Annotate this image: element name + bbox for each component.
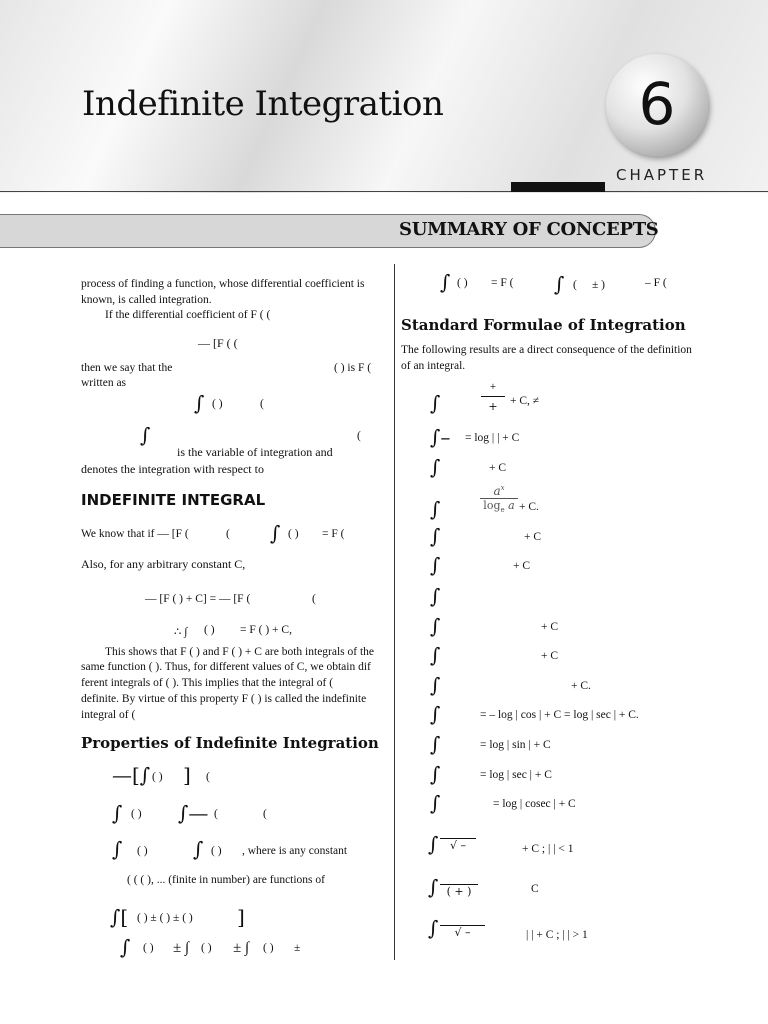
integral-sign: ∫ (430, 791, 441, 815)
top-result-2: – F ( (645, 277, 667, 289)
integral-sign: ∫ (430, 762, 441, 786)
integral-sign: ∫ (193, 837, 204, 861)
written-as: written as (81, 377, 127, 389)
integral-sign: ∫ (440, 270, 451, 294)
fraction-denominator: + (488, 400, 498, 413)
formula-12-rhs: = log | sin | + C (480, 739, 551, 751)
top-result: = F ( (491, 277, 514, 289)
shows-line-3: ferent integrals of ( ). This implies that the integral of ( (81, 677, 334, 689)
chapter-title: Indefinite Integration (82, 84, 444, 124)
fraction-sqrt (440, 925, 485, 939)
formula-5-rhs: + C (524, 531, 542, 543)
log-base: e (500, 506, 505, 515)
integrand-placeholder: ( ) (137, 845, 148, 857)
property-2-paren: ( (263, 808, 267, 820)
integral-sign: ∫ (430, 702, 441, 726)
fraction-denominator: √ – (449, 839, 466, 852)
integral-sign: ∫ (270, 521, 281, 545)
integral-sign: ∫ (430, 643, 441, 667)
property-1-derivative: —[∫ (112, 763, 151, 787)
variable-line-1: is the variable of integration and (177, 445, 333, 459)
we-know-result: = F ( (322, 528, 345, 540)
intro-line-1: process of finding a function, whose differential coefficient is (81, 278, 365, 290)
integrand-placeholder: ( ) (204, 624, 215, 636)
integral-sign: ∫ (428, 875, 439, 899)
integral-sign: ∫ (430, 732, 441, 756)
top-paren: ( (573, 279, 577, 291)
formula-15-rhs: + C ; | | < 1 (522, 843, 574, 855)
formula-14-rhs: = log | cosec | + C (493, 798, 576, 810)
also-text: Also, for any arbitrary constant C, (81, 557, 246, 571)
property-3-note: , where is any constant (242, 845, 348, 857)
top-plus-minus: ± ) (592, 279, 606, 291)
fraction-power-rule (481, 382, 505, 416)
formula-17-rhs: | | + C ; | | > 1 (526, 929, 588, 941)
integral-bracket-open: ∫[ (110, 905, 129, 929)
fraction-denominator: √ – (454, 926, 471, 939)
then-text: then we say that the (81, 362, 173, 374)
also-equation-end: ( (312, 593, 316, 605)
header-accent-bar (511, 182, 605, 192)
integrand-placeholder: ( ) (152, 771, 163, 783)
fraction-numerator: a (493, 484, 501, 498)
formula-13-rhs: = log | sec | + C (480, 769, 552, 781)
plus-minus-integral: ± ∫ (173, 940, 190, 956)
integral-sign: ∫ (430, 497, 441, 521)
then-text-end: ( ) is F ( (334, 362, 372, 374)
column-divider (394, 264, 395, 960)
integrand-placeholder: ( ) (201, 942, 212, 954)
also-equation: — [F ( ) + C] = — [F ( (145, 593, 251, 605)
integral-sign: ∫ (428, 832, 439, 856)
integrand-placeholder: ( ) (211, 845, 222, 857)
integral-sign: ∫ (112, 801, 123, 825)
integral-sign: ∫ (554, 272, 565, 296)
integral-sign: ∫ (430, 614, 441, 638)
integral-sign: ∫ (430, 673, 441, 697)
bracket-close: ] (237, 905, 245, 929)
therefore-result: = F ( ) + C, (240, 624, 292, 636)
fraction-exponential (480, 484, 518, 514)
paren-text: ( (357, 430, 361, 442)
section-heading-standard-formulae: Standard Formulae of Integration (401, 316, 686, 334)
variable-line-2: denotes the integration with respect to (81, 462, 264, 476)
integral-sign: ∫ (112, 837, 123, 861)
integral-sign: ∫ (430, 524, 441, 548)
intro-line-2: known, is called integration. (81, 294, 212, 306)
plus-minus-integral: ± ∫ (233, 940, 250, 956)
formula-16-rhs: C (531, 883, 539, 895)
log-label: log (483, 499, 501, 512)
integrand-placeholder: ( ) (212, 398, 223, 410)
we-know-text: We know that if — [F ( (81, 528, 189, 540)
chapter-label: CHAPTER (616, 166, 708, 184)
integral-sign: ∫ (430, 455, 441, 479)
integral-sign: ∫ (430, 584, 441, 608)
formula-11-rhs: = – log | cos | + C = log | sec | + C. (480, 709, 639, 721)
integral-sign: ∫ (428, 916, 439, 940)
integrand-placeholder: ( ) (457, 277, 468, 289)
shows-line-1: This shows that F ( ) and F ( ) + C are both integrals of the (105, 646, 375, 658)
formula-1-rhs: + C, ≠ (510, 395, 540, 407)
integrand-placeholder: ( ) (143, 942, 154, 954)
we-know-paren: ( (226, 528, 230, 540)
integrand-placeholder: ( ) (131, 808, 142, 820)
plus-minus: ± (294, 942, 301, 954)
standard-desc-line-2: of an integral. (401, 360, 466, 372)
integrand-placeholder: ( ) (288, 528, 299, 540)
property-1-result: ( (206, 771, 210, 783)
integral-result: ( (260, 398, 264, 410)
formula-8-rhs: + C (541, 621, 559, 633)
shows-line-4: definite. By virtue of this property F ( ) is called the indefinite (81, 693, 367, 705)
property-5-sum: ( ) ± ( ) ± ( ) (137, 912, 193, 924)
exponent: x (500, 484, 505, 492)
standard-desc-line-1: The following results are a direct consequence of the definition (401, 344, 692, 356)
summary-heading: SUMMARY OF CONCEPTS (399, 219, 659, 240)
section-heading-indefinite: INDEFINITE INTEGRAL (81, 491, 266, 509)
formula-6-rhs: + C (513, 560, 531, 572)
integral-sign: ∫ (194, 391, 205, 415)
fraction-sqrt (440, 838, 476, 852)
log-argument: a (504, 499, 515, 512)
formula-10-rhs: + C. (571, 680, 591, 692)
integrand-placeholder: ( ) (263, 942, 274, 954)
integral-sign: ∫ (430, 553, 441, 577)
section-heading-properties: Properties of Indefinite Integration (81, 734, 379, 752)
therefore-integral: ∴ ∫ (174, 626, 188, 638)
fraction-numerator: + (489, 382, 497, 391)
integral-sign: ∫ (140, 423, 151, 447)
header-rule (0, 191, 768, 192)
fraction-sum (440, 884, 478, 898)
shows-line-2: same function ( ). Thus, for different values of C, we obtain dif (81, 661, 371, 673)
formula-3-rhs: + C (489, 462, 507, 474)
integral-sign: ∫– (430, 425, 451, 449)
shows-line-5: integral of ( (81, 709, 136, 721)
intro-line-3: If the differential coefficient of F ( ( (105, 309, 271, 321)
integral-sign: ∫ (120, 935, 131, 959)
bracket-close: ] (183, 763, 191, 787)
formula-9-rhs: + C (541, 650, 559, 662)
derivative-equation: — [F ( ( (198, 336, 238, 350)
property-4-text: ( ( ( ), ... (finite in number) are functions of (127, 874, 325, 886)
integral-derivative: ∫— (178, 801, 209, 825)
integral-sign: ∫ (430, 391, 441, 415)
fraction-denominator: ( + ) (446, 885, 472, 898)
chapter-number: 6 (638, 70, 676, 138)
property-2-paren: ( (214, 808, 218, 820)
fraction-bar (481, 396, 505, 397)
formula-4-rhs: + C. (519, 501, 539, 513)
formula-2-rhs: = log | | + C (465, 432, 520, 444)
